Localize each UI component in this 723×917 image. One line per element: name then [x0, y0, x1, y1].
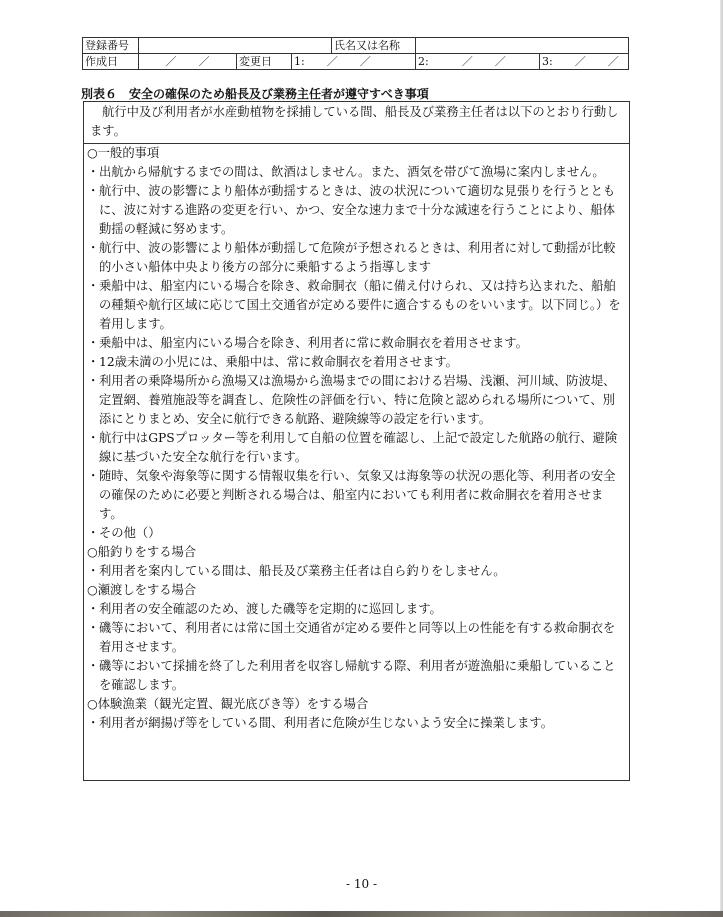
item-text: 乗船中は、船室内にいる場合を除き、利用者に常に救命胴衣を着用させます。	[99, 336, 528, 350]
bullet-mark: ・	[87, 659, 100, 673]
change-1-label: 1:	[294, 55, 305, 68]
bullet-mark: ・	[87, 336, 100, 350]
bullet-mark: ・	[87, 716, 100, 730]
change-3-slashes: ／ ／	[574, 55, 619, 68]
change-2-field[interactable]	[416, 54, 540, 70]
item-text: 乗船中は、船室内にいる場合を除き、救命胴衣（船に備え付けられ、又は持ち込まれた、船舶の種類や航行区域に応じて国土交通省が定める要件に適合するものをいいます。以下同じ。）を着用します。	[99, 279, 621, 331]
change-2-slashes: ／ ／	[461, 55, 506, 68]
rules-content	[84, 144, 629, 733]
change-1-field[interactable]	[292, 54, 416, 70]
table-heading: 別表６ 安全の確保のため船長及び業務主任者が遵守すべき事項	[81, 87, 429, 101]
section-title-experience-fishing: ○体験漁業（観光定置、観光底びき等）をする場合	[87, 697, 369, 711]
list-item-other	[87, 524, 625, 543]
created-label: 作成日	[83, 54, 139, 70]
item-text: 随時、気象や海象等に関する情報収集を行い、気象又は海象等の状況の悪化等、利用者の安全の確保のために必要と判断される場合は、船室内においても利用者に救命胴衣を着用させます。	[99, 469, 616, 521]
bullet-mark: ・	[87, 184, 100, 198]
rules-box	[83, 101, 630, 781]
bullet-mark: ・	[87, 165, 100, 179]
intro-text: 航行中及び利用者が水産動植物を採捕している間、船長及び業務主任者は以下のとおり行動します。	[84, 102, 629, 144]
list-item	[87, 600, 625, 619]
name-field[interactable]	[416, 38, 629, 54]
list-item	[87, 163, 625, 182]
change-3-label: 3:	[542, 55, 553, 68]
item-text: 出航から帰航するまでの間は、飲酒はしません。また、酒気を帯びて漁場に案内しません。	[99, 165, 605, 179]
bullet-mark: ・	[87, 241, 100, 255]
created-date-slashes: ／ ／	[165, 55, 210, 68]
list-item	[87, 353, 625, 372]
item-text: 磯等において採捕を終了した利用者を収容し帰航する際、利用者が遊漁船に乗船していることを確認します。	[99, 659, 616, 692]
change-3-field[interactable]	[540, 54, 629, 70]
item-text: 利用者を案内している間は、船長及び業務主任者は自ら釣りをしません。	[99, 564, 506, 578]
item-text: 利用者が網揚げ等をしている間、利用者に危険が生じないよう安全に操業します。	[99, 716, 554, 730]
section-title-boat-fishing: ○船釣りをする場合	[87, 545, 197, 559]
created-date-field[interactable]	[139, 54, 237, 70]
bullet-mark: ・	[87, 355, 100, 369]
list-item	[87, 372, 625, 429]
bullet-mark: ・	[87, 526, 100, 540]
reg-no-label: 登録番号	[83, 38, 139, 54]
list-item	[87, 239, 625, 277]
name-label: 氏名又は名称	[332, 38, 416, 54]
item-text: 航行中、波の影響により船体が動揺するときは、波の状況について適切な見張りを行うとともに、波に対する進路の変更を行い、かつ、安全な速力まで十分な減速を行うことにより、船体動揺の軽減に努めます。	[99, 184, 616, 236]
bullet-mark: ・	[87, 469, 100, 483]
list-item	[87, 562, 625, 581]
bullet-mark: ・	[87, 564, 100, 578]
header-row-2	[83, 54, 629, 70]
bullet-mark: ・	[87, 602, 100, 616]
change-2-label: 2:	[418, 55, 429, 68]
bullet-mark: ・	[87, 374, 100, 388]
other-close: ）	[148, 526, 161, 540]
item-text: 12歳未満の小児には、乗船中は、常に救命胴衣を着用させます。	[99, 355, 458, 369]
section-title-general: ○一般的事項	[87, 146, 160, 160]
list-item	[87, 467, 625, 524]
list-item	[87, 334, 625, 353]
background-strip	[0, 911, 723, 917]
bullet-mark: ・	[87, 279, 100, 293]
section-title-ferrying: ○瀬渡しをする場合	[87, 583, 197, 597]
item-text: 磯等において、利用者には常に国土交通省が定める要件と同等以上の性能を有する救命胴衣を着用させます。	[99, 621, 616, 654]
list-item	[87, 714, 625, 733]
bullet-mark: ・	[87, 431, 100, 445]
list-item	[87, 619, 625, 657]
header-table	[82, 37, 629, 70]
list-item	[87, 277, 625, 334]
changed-label: 変更日	[237, 54, 292, 70]
header-row-1	[83, 38, 629, 54]
list-item	[87, 182, 625, 239]
item-text: 利用者の乗降場所から漁場又は漁場から漁場までの間における岩場、浅瀬、河川域、防波堤、定置網、養殖施設等を調査し、危険性の評価を行い、特に危険と認められる場所について、別添にとりまとめ、安全に航行できる航路、避険線等の設定を行います。	[99, 374, 616, 426]
change-1-slashes: ／ ／	[326, 55, 371, 68]
list-item	[87, 429, 625, 467]
item-text: 航行中はGPSプロッター等を利用して自船の位置を確認し、上記で設定した航路の航行、避険線に基づいた安全な航行を行います。	[99, 431, 618, 464]
page-number: - 10 -	[345, 877, 377, 891]
other-open: その他（	[99, 526, 149, 540]
item-text: 航行中、波の影響により船体が動揺して危険が予想されるときは、利用者に対して動揺が比較的小さい船体中央より後方の部分に乗船するよう指導します	[99, 241, 616, 274]
item-text: 利用者の安全確認のため、渡した磯等を定期的に巡回します。	[99, 602, 442, 616]
reg-no-field[interactable]	[139, 38, 332, 54]
bullet-mark: ・	[87, 621, 100, 635]
list-item	[87, 657, 625, 695]
